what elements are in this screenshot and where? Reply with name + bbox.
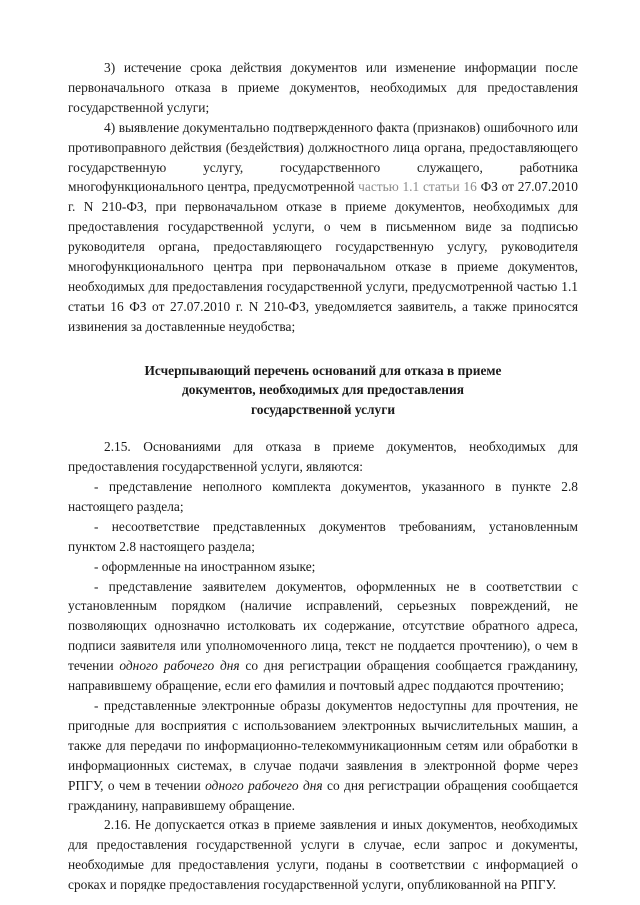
refusal-ground-1 [68,477,578,517]
refusal-ground-4-deadline: одного рабочего дня [119,658,240,674]
refusal-ground-5-text-end: со дня регистрации обращения сообщается гражданину, направившему обращение. [68,777,579,813]
refusal-ground-5-deadline: одного рабочего дня [205,777,323,793]
law-reference-link[interactable]: частью 1.1 статьи 16 [358,179,477,195]
heading-line-3: государственной услуги [250,401,396,417]
clause-2-16-text: 2.16. Не допускается отказ в приеме заявления и иных документов, необходимых для предоставления государственной услуги в случае, если запрос и документы, необходимые для предоставления услуги, поданы в соответствии с информацией о сроках и порядке предоставления государственной услуги, опубликованной на РПГУ. [68,817,578,893]
item-3-text: 3) истечение срока действия документов или изменение информации после первоначального отказа в приеме документов, необходимых для предоставления государственной услуги; [68,60,578,115]
refusal-ground-4-text-end: со дня регистрации обращения сообщается гражданину, направившему обращение, если его фамилия и почтовый адрес поддаются прочтению; [68,658,578,694]
refusal-ground-3-text: - оформленные на иностранном языке; [94,558,316,574]
heading-line-1: Исчерпывающий перечень оснований для отказа в приеме [144,362,502,378]
refusal-ground-3 [68,557,578,577]
refusal-ground-1-text: - представление неполного комплекта документов, указанного в пункте 2.8 настоящего раздела; [68,479,578,514]
refusal-ground-5-text-start: - представленные электронные образы документов недоступны для прочтения, не пригодные для восприятия с использованием электронных вычислительных машин, а также для передачи по информационно-телекоммуникационным сетям или обработки в информационных системах, в случае подачи заявления в электронной форме через РПГУ, о чем в течении [68,697,578,793]
item-3-paragraph [68,58,578,118]
refusal-ground-4-text-start: - представление заявителем документов, оформленных не в соответствии с установленным порядком (наличие исправлений, серьезных повреждений, не позволяющих однозначно истолковать их содержание, отсутствие обратного адреса, подписи заявителя или уполномоченного лица, текст не поддается прочтению), о чем в течении [68,578,578,674]
refusal-ground-2-text: - несоответствие представленных документов требованиям, установленным пунктом 2.8 настоящего раздела; [68,518,578,554]
section-heading [68,361,578,420]
item-4-text-start: 4) выявление документально подтвержденного факта (признаков) ошибочного или противоправного действия (бездействия) должностного лица органа, предоставляющего государственную услугу, государственного служащего, работника многофункционального центра, предусмотренной [68,119,578,195]
item-4-paragraph [68,118,578,337]
refusal-ground-4 [68,577,578,696]
item-4-text-end: ФЗ от 27.07.2010 г. N 210-ФЗ, при первоначальном отказе в приеме документов, необходимых для предоставления государственной услуги, о чем в письменном виде за подписью руководителя органа, предоставляющего государственную услугу, руководителя многофункционального центра при первоначальном отказе в приеме документов, необходимых для предоставления государственной услуги, предусмотренной частью 1.1 статьи 16 ФЗ от 27.07.2010 г. N 210-ФЗ, уведомляется заявитель, а также приносятся извинения за доставленные неудобства; [68,179,579,334]
clause-2-15-intro [68,437,578,477]
clause-2-16 [68,815,578,895]
clause-2-15-text: 2.15. Основаниями для отказа в приеме документов, необходимых для предоставления государственной услуги, являются: [68,439,578,475]
refusal-ground-5 [68,696,578,815]
heading-line-2: документов, необходимых для предоставления [182,382,464,398]
document-page [68,58,578,895]
refusal-ground-2 [68,517,578,557]
